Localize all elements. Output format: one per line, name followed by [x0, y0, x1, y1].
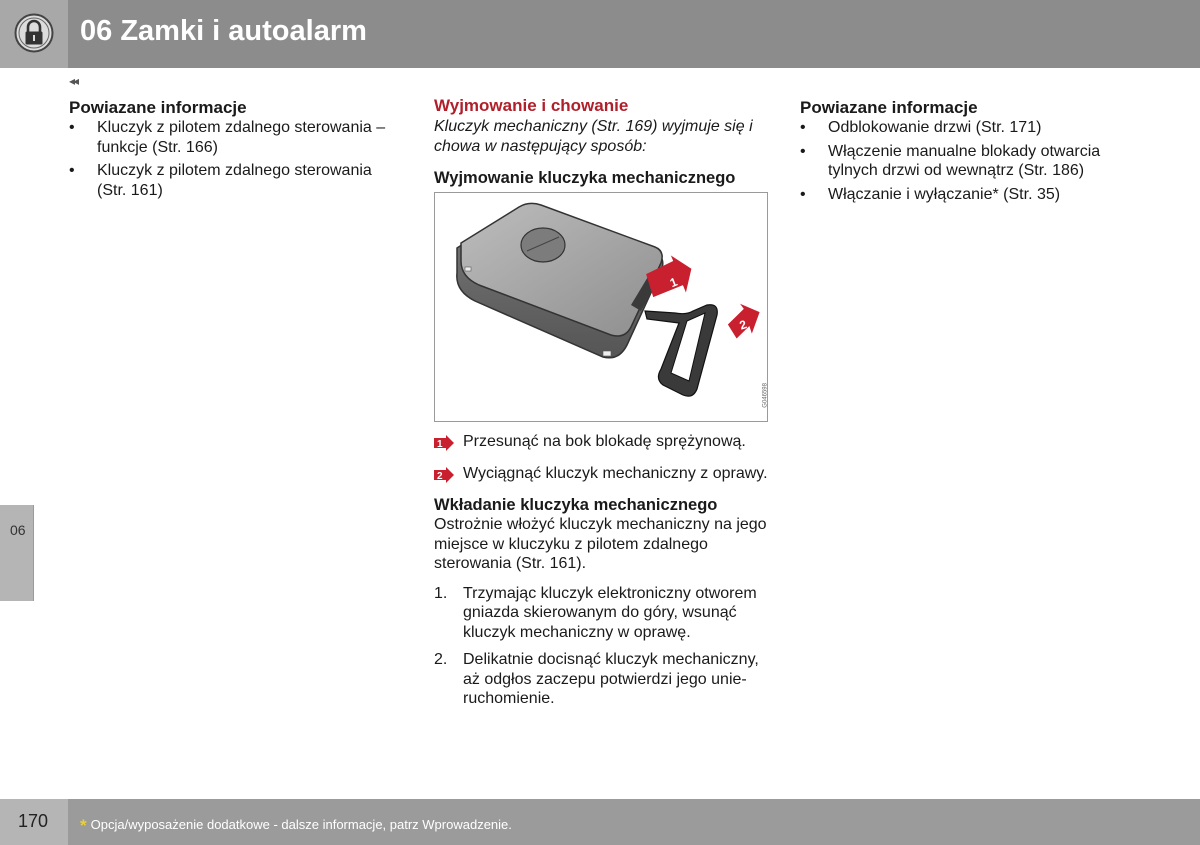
- footnote-bar: [68, 799, 1200, 845]
- step-text: Przesunąć na bok blokadę sprężynową.: [463, 433, 746, 450]
- related-info-heading: Powiazane informacje: [800, 98, 978, 117]
- section-intro: Kluczyk mechaniczny (Str. 169) wyjmuje się i chowa w następujący sposób:: [434, 118, 753, 155]
- svg-text:1: 1: [437, 439, 443, 450]
- bullet-icon: •: [800, 119, 806, 136]
- step-text: Wyciągnąć kluczyk mechaniczny z oprawy.: [463, 464, 768, 482]
- related-info-heading: Powiazane informacje: [69, 98, 247, 117]
- remove-steps: [434, 432, 770, 483]
- left-column: [69, 96, 399, 204]
- insert-steps: [434, 584, 770, 709]
- list-item: 2. Delikatnie docisnąć kluczyk mechaniczny, aż odgłos zaczepu potwierdzi jego unie-ruchomienie.: [434, 651, 759, 707]
- previous-page-arrows[interactable]: ◂◂: [69, 74, 78, 88]
- key-illustration: [434, 192, 768, 422]
- section-title: Wyjmowanie i chowanie: [434, 96, 629, 115]
- list-item[interactable]: • Kluczyk z pilotem zdalnego sterowania – funkcje (Str. 166): [69, 119, 386, 156]
- list-item[interactable]: • Odblokowanie drzwi (Str. 171): [800, 119, 1042, 136]
- step-item: [434, 464, 770, 484]
- bullet-icon: •: [69, 119, 75, 136]
- right-column: [800, 96, 1130, 208]
- callout-arrow-2: [723, 299, 765, 340]
- related-info-list: [69, 118, 399, 200]
- remove-key-heading: Wyjmowanie kluczyka mechanicznego: [434, 169, 736, 187]
- bullet-icon: •: [800, 142, 806, 160]
- asterisk-icon: *: [80, 816, 87, 835]
- step-1-icon: [434, 435, 454, 451]
- page-header: [0, 0, 1200, 68]
- page-title: 06 Zamki i autoalarm: [80, 15, 367, 47]
- step-item: [434, 432, 770, 452]
- step-2-icon: [434, 467, 454, 483]
- footnote: [80, 814, 512, 834]
- page-number-box: [0, 799, 68, 845]
- insert-key-heading: Wkładanie kluczyka mechanicznego: [434, 496, 718, 514]
- chapter-side-tab[interactable]: [0, 505, 34, 601]
- page-footer: [0, 799, 1200, 845]
- callout-label-1: 1: [667, 274, 680, 291]
- footnote-text: Opcja/wyposażenie dodatkowe - dalsze informacje, patrz Wprowadzenie.: [90, 817, 512, 832]
- lock-icon: [14, 13, 54, 53]
- middle-column: [434, 96, 770, 717]
- svg-text:2: 2: [437, 470, 443, 482]
- key-fob-drawing: [435, 193, 767, 421]
- figure-code: G046598: [763, 383, 769, 408]
- page-number: 170: [18, 811, 49, 831]
- bullet-icon: •: [69, 162, 75, 179]
- chapter-side-tab-label: 06: [10, 522, 26, 538]
- list-item: 1. Trzymając kluczyk elektroniczny otworem gniazda skierowanym do góry, wsunąć kluczyk mechaniczny w oprawę.: [434, 584, 757, 641]
- insert-intro: Ostrożnie włożyć kluczyk mechaniczny na jego miejsce w kluczyku z pilotem zdalnego sterowania (Str. 161).: [434, 516, 767, 572]
- chapter-icon-box: [0, 0, 68, 68]
- callout-label-2: 2: [737, 317, 749, 333]
- list-item[interactable]: • Włączanie i wyłączanie* (Str. 35): [800, 185, 1061, 203]
- list-item[interactable]: • Włączenie manualne blokady otwarcia tylnych drzwi od wewnątrz (Str. 186): [800, 142, 1101, 179]
- related-info-list: [800, 118, 1130, 204]
- bullet-icon: •: [800, 185, 806, 203]
- list-item[interactable]: • Kluczyk z pilotem zdalnego sterowania (Str. 161): [69, 162, 372, 199]
